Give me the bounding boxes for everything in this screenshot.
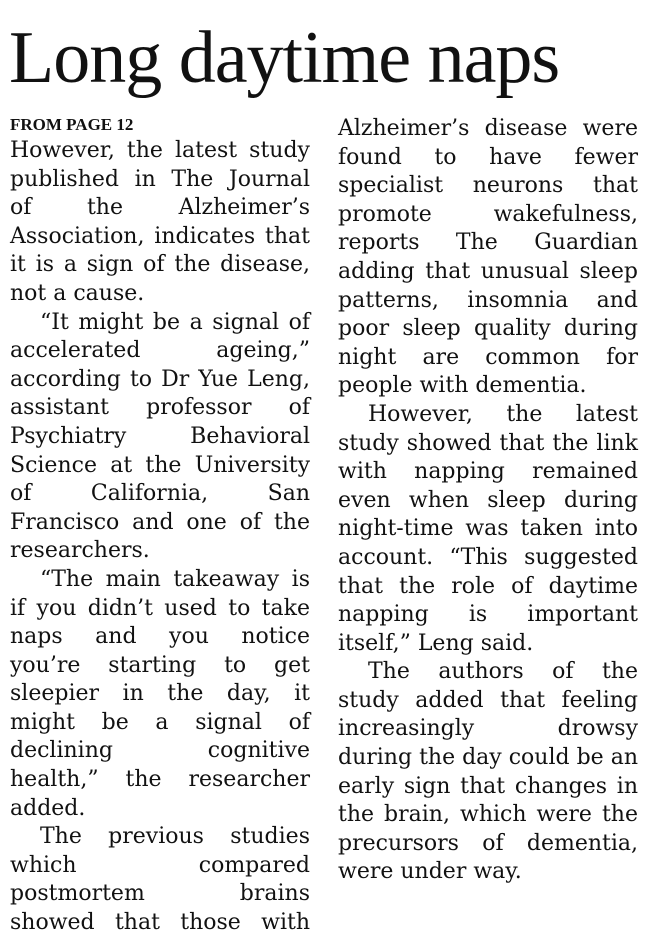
paragraph: The authors of the study added that feeling increasingly drowsy during the day could be an early sign that changes in the brain, which were the precursors of dementia, were under way. [338,659,638,885]
paragraph: However, the latest study published in The Journal of the Alzheimer’s Association, indicates that it is a sign of the disease, not a cause. [10,138,310,306]
article-column-right [338,115,638,887]
paragraph: The previous studies which compared postmortem brains showed that those with [10,824,310,936]
continued-from-kicker: FROM PAGE 12 [10,115,134,134]
paragraph: Alzheimer’s disease were found to have fewer specialist neurons that promote wakefulness, reports The Guardian adding that unusual sleep patterns, insomnia and poor sleep quality during night are common for people with dementia. [338,116,638,399]
paragraph: “The main takeaway is if you didn’t used to take naps and you notice you’re starting to get sleepier in the day, it might be a signal of declining cognitive health,” the researcher added. [10,566,310,821]
paragraph: However, the latest study showed that the link with napping remained even when sleep during night-time was taken into account. “This suggested that the role of daytime napping is important itself,” Leng said. [338,401,638,656]
paragraph: “It might be a signal of accelerated ageing,” according to Dr Yue Leng, assistant professor of Psychiatry Behavioral Science at the University of California, San Francisco and one of the researchers. [10,309,310,564]
article-column-left [10,115,310,938]
article-headline: Long daytime naps [9,17,560,99]
